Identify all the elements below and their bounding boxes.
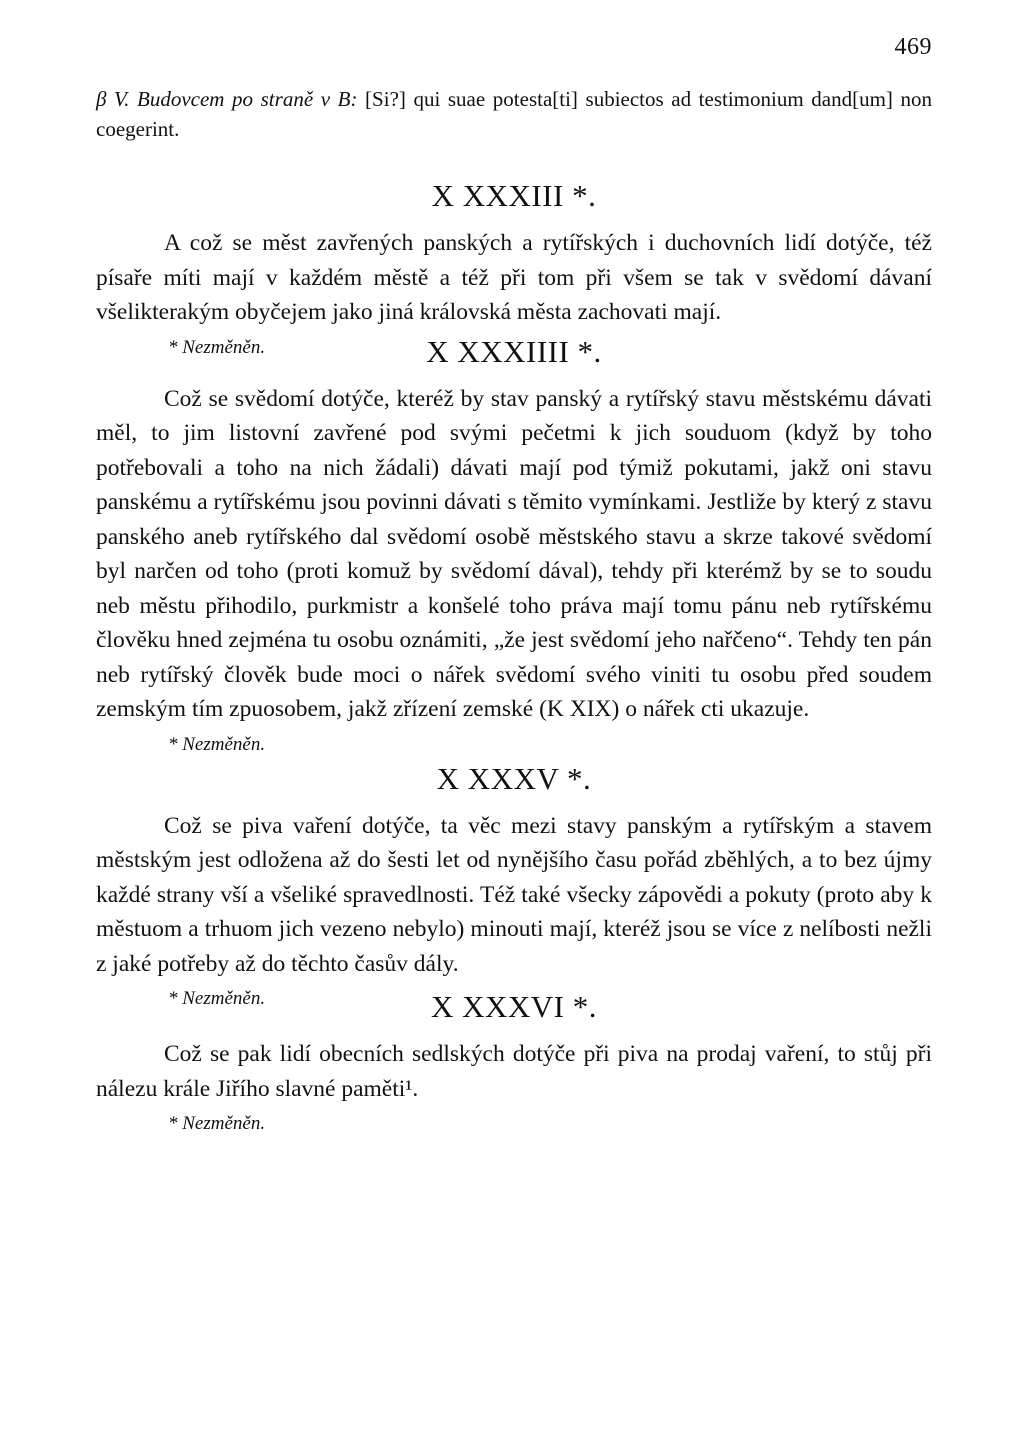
section-note-xxxiii: * Nezměněn. [168,336,266,358]
top-footnote-text: [Si?] qui suae potesta[ti] subiectos ad testimonium dand[um] non coegerint. [96,87,932,141]
section-note-xxxvi: * Nezměněn. [168,1113,266,1134]
section-body-xxxv: Což se piva vaření dotýče, ta věc mezi stavy panským a rytířským a stavem městským jest odložena až do šesti let od nynějšího času pořád zběhlých, a to bez újmy každé strany vší a všeliké spravedlnosti. Též také všecky zápovědi a pokuty (proto aby k městuom a trhuom jich vezeno nebylo) minouti mají, kteréž jsou se více z nelíbosti nežli z jaké potřeby až do těchto časův dály. [96,812,932,977]
top-footnote-lead: β V. Budovcem po straně v B: [96,87,358,111]
section-heading-xxxiii: X XXXIII *. [431,178,597,213]
top-footnote [96,84,932,144]
section-heading-xxxvi: X XXXVI *. [430,989,597,1024]
section-note-xxxv: * Nezměněn. [168,988,266,1009]
section-body-xxxiii: A což se měst zavřených panských a rytířských i duchovních lidí dotýče, též písaře míti mají v každém městě a též při tom při všem se tak v svědomí dávaní všelikterakým obyčejem jako jiná královská města zachovati mají. [96,230,932,325]
text-column [96,84,932,1136]
section-body-xxxvi: Což se pak lidí obecních sedlských dotýče při piva na prodaj vaření, to stůj při nálezu krále Jiřího slavné paměti¹. [96,1041,932,1102]
section-heading-xxxiiii: X XXXIIII *. [426,333,602,369]
page-number: 469 [894,34,932,60]
section-note-xxxiiii: * Nezměněn. [168,733,266,755]
section-body-xxxiiii: Což se svědomí dotýče, kteréž by stav panský a rytířský stavu městskému dávati měl, to jim listovní zavřené pod svými pečetmi k jich souduom (když by toho potřebovali a toho na nich žádali) dávati mají pod týmiž pokutami, jakž oni stavu panskému a rytířskému jsou povinni dávati s těmito vymínkami. Jestliže by který z stavu panského aneb rytířského dal svědomí osobě městského stavu a skrze takové svědomí byl narčen od toho (proti komuž by svědomí dával), tehdy při kterémž by se to soudu neb městu přihodilo, purkmistr a konšelé toho práva mají tomu pánu neb rytířskému člověku hned zejména tu osobu oznámiti, „že jest svědomí jeho nařčeno“. Tehdy ten pán neb rytířský člověk bude moci o nářek svědomí svého viniti tu osobu před soudem zemským tím zpuosobem, jakž zřízení zemské (K XIX) o nářek cti ukazuje. [96,385,932,722]
section-heading-xxxv: X XXXV *. [436,760,592,796]
